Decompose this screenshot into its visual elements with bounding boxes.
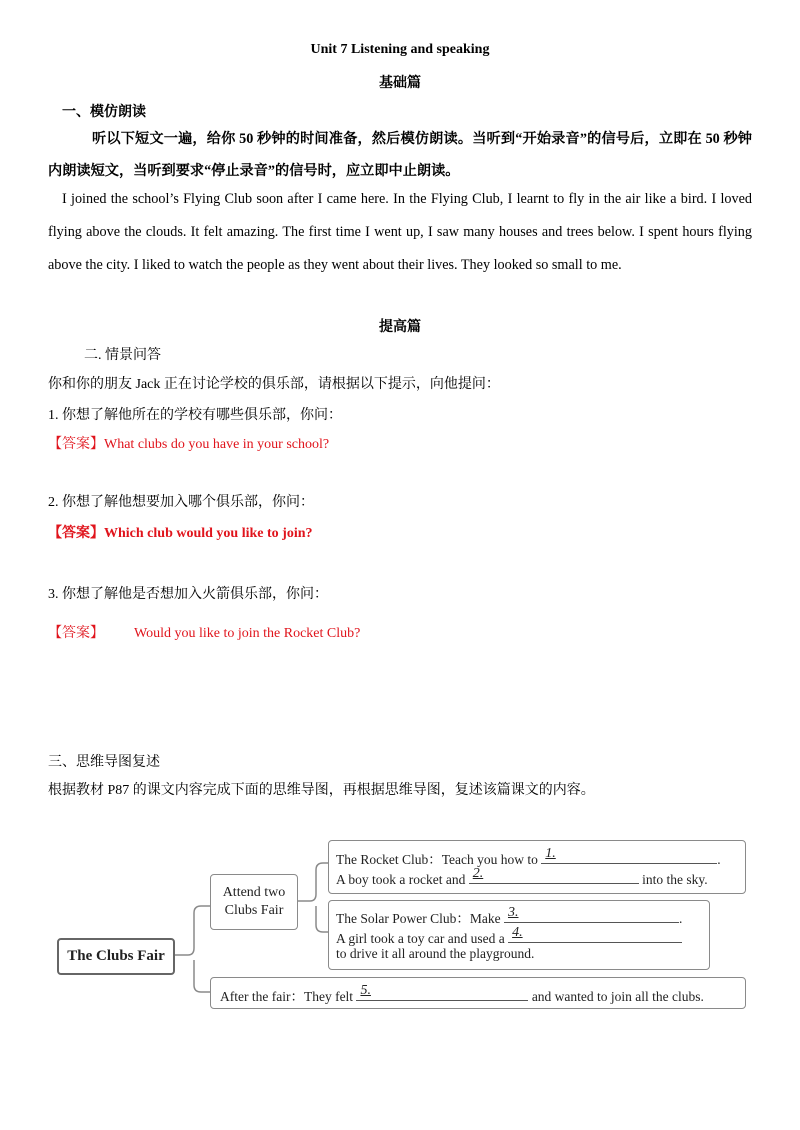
blank-1-number: 1. — [545, 846, 556, 861]
blank-5[interactable] — [356, 983, 528, 1001]
section1-heading: 一、模仿朗读 — [62, 105, 146, 120]
after-fair-text: After the fair：They felt — [220, 989, 354, 1004]
after-fair-end: and wanted to join all the clubs. — [531, 989, 704, 1004]
level-advanced-heading: 提高篇 — [379, 320, 421, 335]
answer-text: Which club would you like to join? — [104, 526, 313, 541]
blank-2-number: 2. — [472, 866, 484, 881]
rocket-line-2 — [336, 866, 708, 888]
solar-line-3: to drive it all around the playground. — [336, 946, 535, 961]
solar-line-2 — [336, 925, 682, 947]
answer-tag: 【答案】 — [48, 526, 104, 541]
section3-instruction: 根据教材 P87 的课文内容完成下面的思维导图，再根据思维导图，复述该篇课文的内容。 — [48, 783, 595, 798]
question-2: 2. 你想了解他想要加入哪个俱乐部，你问： — [48, 495, 314, 510]
answer-tag: 【答案】 — [48, 626, 104, 641]
answer-2 — [48, 522, 313, 542]
mindmap-root — [57, 938, 175, 975]
blank-4[interactable] — [508, 925, 682, 943]
blank-1[interactable] — [541, 846, 717, 864]
mindmap-branch-attend-label: Attend two Clubs Fair — [222, 885, 286, 918]
section3-heading: 三、思维导图复述 — [48, 755, 160, 770]
blank-5-number: 5. — [360, 983, 371, 998]
blank-4-number: 4. — [512, 925, 523, 940]
answer-tag: 【答案】 — [48, 437, 104, 452]
solar-line-1 — [336, 907, 682, 927]
rocket-line-1-text: The Rocket Club：Teach you how to — [336, 852, 538, 867]
mindmap-branch-attend — [210, 874, 298, 930]
section2-heading: 二. 情景问答 — [84, 348, 161, 363]
blank-3[interactable] — [504, 905, 679, 923]
question-1: 1. 你想了解他所在的学校有哪些俱乐部，你问： — [48, 408, 342, 423]
answer-text: Would you like to join the Rocket Club? — [134, 626, 361, 641]
answer-text: What clubs do you have in your school? — [104, 437, 330, 452]
rocket-line-2-end: into the sky. — [642, 872, 708, 887]
solar-line-1-text: The Solar Power Club：Make — [336, 911, 501, 926]
solar-line-2-text: A girl took a toy car and used a — [336, 931, 505, 946]
answer-3 — [48, 622, 360, 642]
reading-passage: I joined the school’s Flying Club soon after I came here. In the Flying Club, I learnt to fly in the air like a bird. I loved flying above the clouds. It felt amazing. The first time I went up, I saw many houses and trees below. I spent hours flying above the city. I liked to watch the people as they went about their lives. They looked so small to me. — [48, 191, 752, 273]
page-title: Unit 7 Listening and speaking — [310, 42, 490, 57]
answer-1 — [48, 433, 329, 453]
blank-2[interactable] — [469, 866, 639, 884]
after-fair-line — [220, 985, 704, 1005]
rocket-line-1 — [336, 848, 721, 868]
section2-intro: 你和你的朋友 Jack 正在讨论学校的俱乐部，请根据以下提示，向他提问： — [48, 377, 500, 392]
level-basic-heading: 基础篇 — [379, 76, 421, 91]
period: . — [678, 911, 683, 926]
blank-3-number: 3. — [507, 905, 519, 920]
section1-instruction: 听以下短文一遍，给你 50 秒钟的时间准备，然后模仿朗读。当听到“开始录音”的信号后，立即在 50 秒钟内朗读短文，当听到要求“停止录音”的信号时，应立即中止朗读。 — [48, 131, 752, 179]
period: . — [717, 852, 721, 867]
rocket-line-2-text: A boy took a rocket and — [336, 872, 466, 887]
mindmap-root-label: The Clubs Fair — [67, 948, 165, 964]
question-3: 3. 你想了解他是否想加入火箭俱乐部，你问： — [48, 587, 328, 602]
